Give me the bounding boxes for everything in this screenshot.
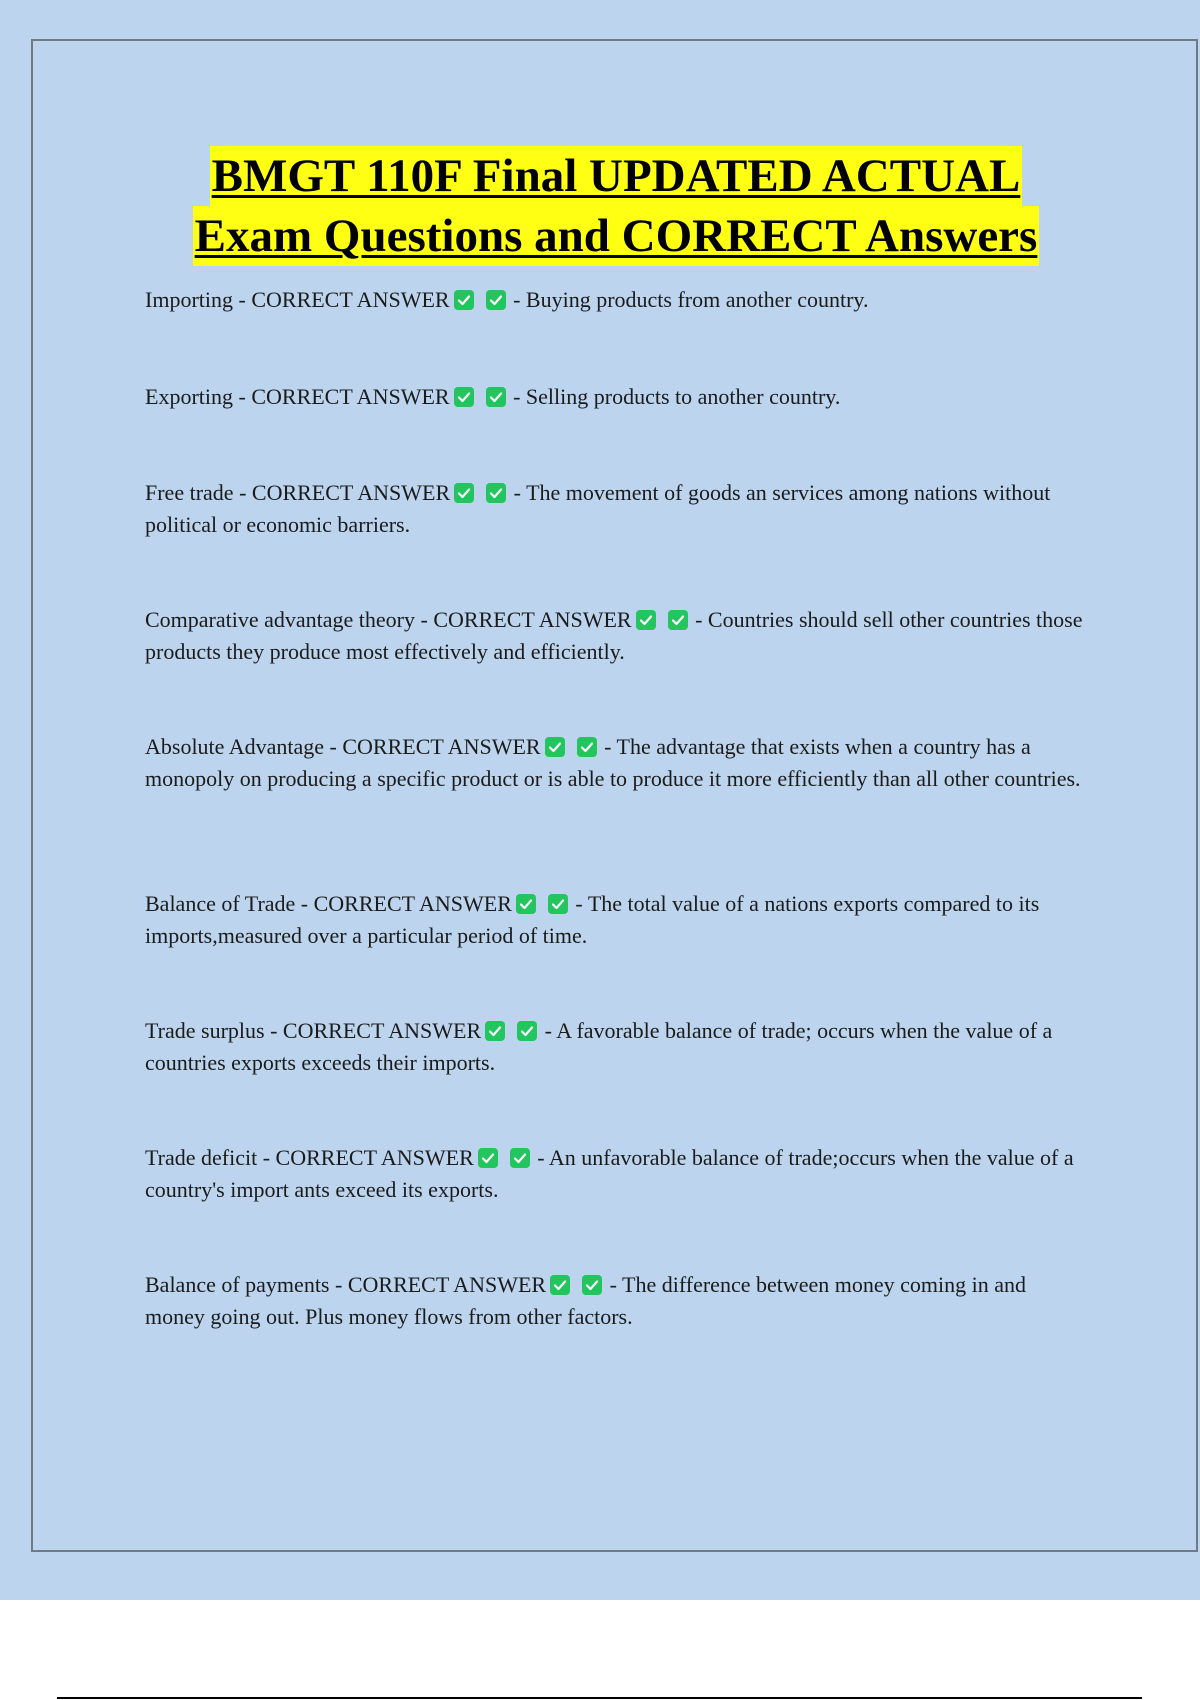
check-mark-icon [636, 610, 656, 630]
title-line-1: BMGT 110F Final UPDATED ACTUAL [210, 146, 1023, 206]
entry-definition: The total value of a nations exports compared to its imports,measured over a particular period of time. [145, 891, 1040, 948]
check-mark-icon [454, 483, 474, 503]
entry-marker: CORRECT ANSWER [282, 1018, 482, 1043]
check-mark-icon [582, 1275, 602, 1295]
entry-term: Trade surplus [145, 1018, 265, 1043]
check-mark-icon [486, 483, 506, 503]
entry-definition: Buying products from another country. [525, 287, 869, 312]
entry-definition: An unfavorable balance of trade;occurs when the value of a country's import ants exceed its exports. [145, 1145, 1074, 1202]
entry-term: Balance of Trade [145, 891, 296, 916]
entry-definition: Selling products to another country. [525, 384, 841, 409]
qa-entry: Balance of Trade - CORRECT ANSWER - The total value of a nations exports compared to its imports,measured over a particular period of time. [145, 891, 1040, 948]
check-mark-icon [577, 737, 597, 757]
entry-definition: The difference between money coming in and money going out. Plus money flows from other factors. [145, 1272, 1027, 1329]
qa-entry: Balance of payments - CORRECT ANSWER - The difference between money coming in and money going out. Plus money flows from other factors. [145, 1272, 1027, 1329]
entry-marker: CORRECT ANSWER [433, 607, 632, 632]
entry-marker: CORRECT ANSWER [275, 1145, 474, 1170]
document-title [0, 146, 1200, 266]
entry-marker: CORRECT ANSWER [251, 287, 450, 312]
qa-entry: Trade deficit - CORRECT ANSWER - An unfavorable balance of trade;occurs when the value of a country's import ants exceed its exports. [145, 1145, 1074, 1202]
check-mark-icon [516, 894, 536, 914]
qa-entry: Absolute Advantage - CORRECT ANSWER - The advantage that exists when a country has a monopoly on producing a specific product or is able to produce it more efficiently than all other countries. [145, 734, 1081, 791]
entry-term: Balance of payments [145, 1272, 330, 1297]
check-mark-icon [668, 610, 688, 630]
check-mark-icon [486, 387, 506, 407]
entry-term: Trade deficit [145, 1145, 258, 1170]
qa-entry: Free trade - CORRECT ANSWER - The movement of goods an services among nations without political or economic barriers. [145, 480, 1051, 537]
check-mark-icon [510, 1148, 530, 1168]
entry-definition: Countries should sell other countries those products they produce most effectively and efficiently. [145, 607, 1083, 664]
entry-marker: CORRECT ANSWER [342, 734, 541, 759]
entry-marker: CORRECT ANSWER [251, 480, 451, 505]
check-mark-icon [454, 387, 474, 407]
entry-term: Exporting [145, 384, 233, 409]
qa-entry: Comparative advantage theory - CORRECT ANSWER - Countries should sell other countries those products they produce most effectively and efficiently. [145, 607, 1083, 664]
check-mark-icon [548, 894, 568, 914]
entry-marker: CORRECT ANSWER [347, 1272, 547, 1297]
entry-definition: The movement of goods an services among nations without political or economic barriers. [145, 480, 1051, 537]
entry-marker: CORRECT ANSWER [251, 384, 450, 409]
entry-term: Comparative advantage theory [145, 607, 416, 632]
entry-term: Free trade [145, 480, 234, 505]
check-mark-icon [517, 1021, 537, 1041]
check-mark-icon [454, 290, 474, 310]
qa-entry: Importing - CORRECT ANSWER - Buying products from another country. [145, 287, 869, 312]
entry-definition: The advantage that exists when a country has a monopoly on producing a specific product or is able to produce it more efficiently than all other countries. [145, 734, 1081, 791]
check-mark-icon [545, 737, 565, 757]
qa-entry: Trade surplus - CORRECT ANSWER - A favorable balance of trade; occurs when the value of a countries exports exceeds their imports. [145, 1018, 1053, 1075]
entry-marker: CORRECT ANSWER [313, 891, 512, 916]
check-mark-icon [550, 1275, 570, 1295]
qa-entry: Exporting - CORRECT ANSWER - Selling products to another country. [145, 384, 841, 409]
title-line-2: Exam Questions and CORRECT Answers [193, 206, 1040, 266]
footer-rule [57, 1697, 1142, 1699]
entry-term: Importing [145, 287, 233, 312]
entry-definition: A favorable balance of trade; occurs when the value of a countries exports exceeds their imports. [145, 1018, 1053, 1075]
check-mark-icon [478, 1148, 498, 1168]
check-mark-icon [486, 290, 506, 310]
check-mark-icon [485, 1021, 505, 1041]
entry-term: Absolute Advantage [145, 734, 325, 759]
